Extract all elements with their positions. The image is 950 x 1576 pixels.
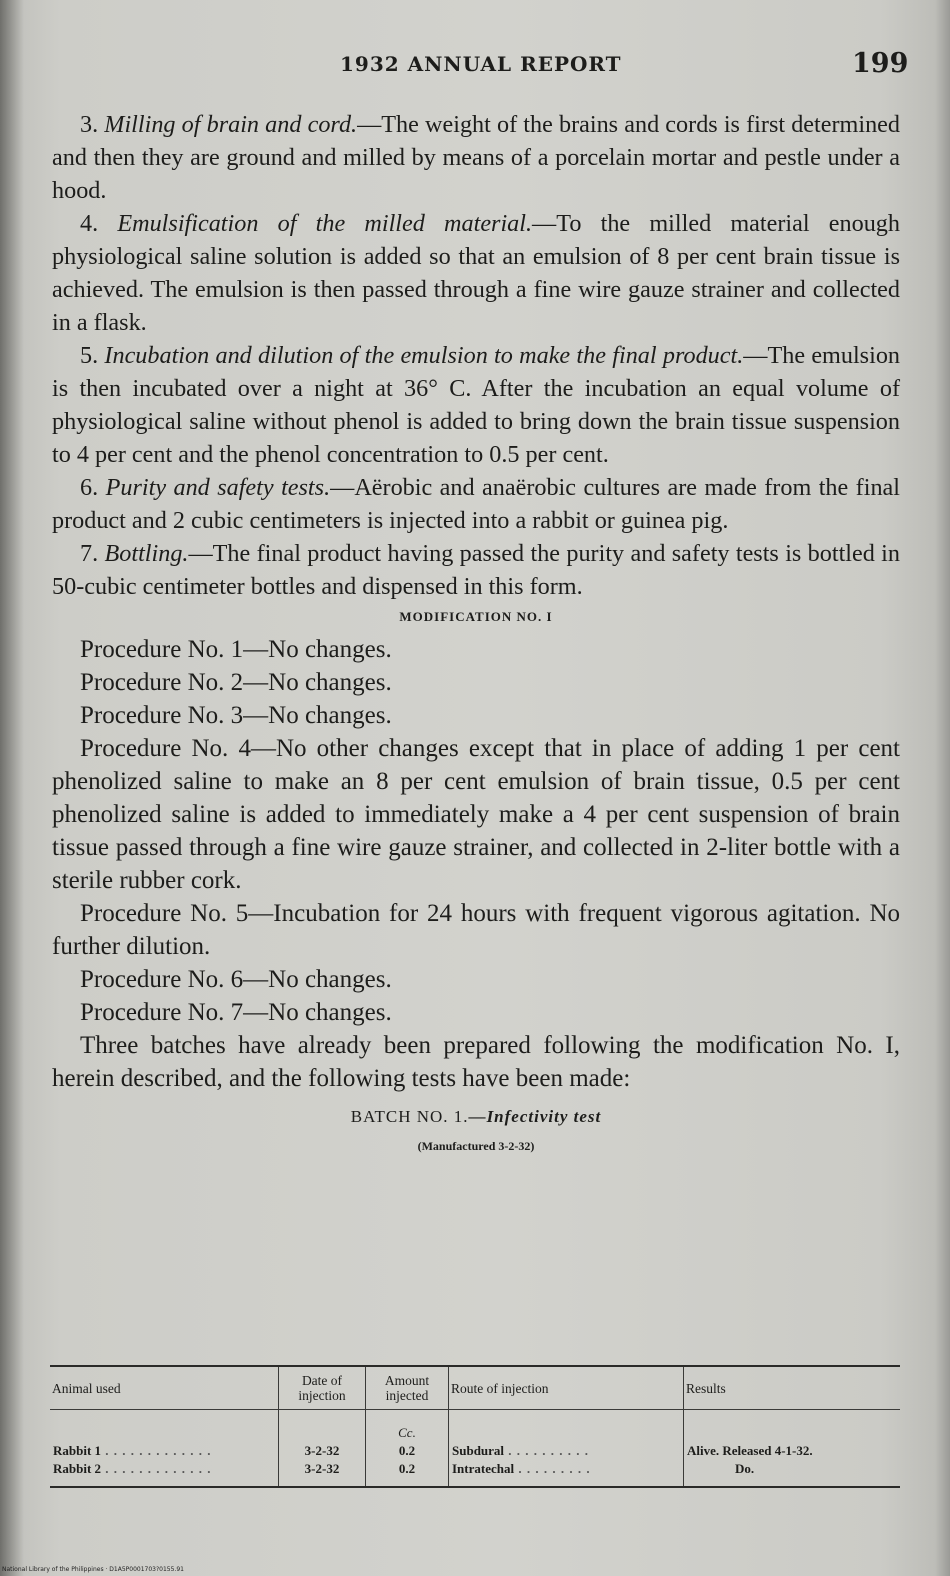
- leader-dots: . . . . . . . . . .: [504, 1443, 590, 1458]
- batch-title: [52, 1103, 900, 1131]
- procedure-item: Procedure No. 1—No changes.: [80, 636, 392, 663]
- batch-title-italic: —Infectivity test: [468, 1107, 602, 1126]
- paragraph-number: 3.: [80, 111, 99, 138]
- header-animal: Animal used: [50, 1366, 279, 1410]
- running-title: 1932 ANNUAL REPORT: [340, 52, 622, 76]
- paragraph-title: Incubation and dilution of the emulsion to make the final product.: [104, 342, 744, 369]
- leader-dots: . . . . . . . . . . . . .: [101, 1443, 212, 1458]
- cell-amount: 0.2: [366, 1442, 449, 1460]
- procedure-list: [52, 633, 900, 1095]
- paragraph-title: Milling of brain and cord.: [104, 111, 358, 138]
- cell-route: Intratechal: [452, 1461, 515, 1476]
- paragraph-emulsification: [52, 207, 900, 339]
- procedure-item: Procedure No. 2—No changes.: [80, 669, 392, 696]
- table-row: [50, 1460, 900, 1487]
- leader-dots: . . . . . . . . .: [514, 1461, 591, 1476]
- paragraph-number: 6.: [80, 474, 99, 501]
- unit-label: Cc.: [366, 1410, 449, 1443]
- infectivity-table: [50, 1365, 900, 1488]
- cell-animal: Rabbit 2: [53, 1461, 102, 1476]
- cell-route: Subdural: [452, 1443, 505, 1458]
- body-text: [52, 108, 900, 1155]
- paragraph-incubation: [52, 339, 900, 471]
- paragraph-number: 5.: [80, 342, 99, 369]
- paragraph-purity: [52, 471, 900, 537]
- page-header: [0, 48, 950, 88]
- header-route: Route of injection: [449, 1366, 684, 1410]
- procedure-item: Procedure No. 3—No changes.: [80, 702, 392, 729]
- header-results: Results: [684, 1366, 901, 1410]
- paragraph-title: Bottling.: [104, 540, 189, 567]
- paragraph-text: —The emulsion is then incubated over a night at 36° C. After the incubation an equal volume of physiological saline without phenol is added to bring down the brain tissue suspension to 4 per cent and the phenol concentration to 0.5 per cent.: [52, 342, 901, 468]
- cell-results: Do.: [735, 1461, 755, 1476]
- procedure-item: Procedure No. 7—No changes.: [80, 999, 392, 1026]
- procedure-item: Procedure No. 5—Incubation for 24 hours with frequent vigorous agitation. No further dilution.: [52, 900, 900, 960]
- header-amount: Amount injected: [366, 1366, 449, 1410]
- cell-date: 3-2-32: [279, 1442, 366, 1460]
- procedure-item: Procedure No. 4—No other changes except that in place of adding 1 per cent phenolized saline to make an 8 per cent emulsion of brain tissue, 0.5 per cent phenolized saline is added to immediately make a 4 per cent suspension of brain tissue passed through a fine wire gauze strainer, and collected in 2-liter bottle with a sterile rubber cork.: [52, 735, 900, 894]
- table-row: [50, 1442, 900, 1460]
- page-number: 199: [852, 48, 909, 79]
- leader-dots: . . . . . . . . . . . . .: [101, 1461, 212, 1476]
- paragraph-text: —Aërobic and anaërobic cultures are made from the final product and 2 cubic centimeters is injected into a rabbit or guinea pig.: [52, 474, 901, 534]
- paragraph-text: —The final product having passed the purity and safety tests is bottled in 50-cubic centimeter bottles and dispensed in this form.: [52, 540, 900, 600]
- paragraph-title: Emulsification of the milled material.: [117, 210, 533, 237]
- paragraph-text: —To the milled material enough physiological saline solution is added so that an emulsion of 8 per cent brain tissue is achieved. The emulsion is then passed through a fine wire gauze strainer and collected in a flask.: [52, 210, 900, 336]
- table-header-row: [50, 1366, 900, 1410]
- table-unit-row: [50, 1410, 900, 1443]
- batch-title-prefix: BATCH NO. 1.: [350, 1107, 469, 1126]
- paragraph-number: 7.: [80, 540, 99, 567]
- modification-heading: MODIFICATION NO. I: [399, 609, 553, 624]
- cell-results: Alive. Released 4-1-32.: [684, 1442, 901, 1460]
- header-date: Date of injection: [279, 1366, 366, 1410]
- cell-animal: Rabbit 1: [53, 1443, 102, 1458]
- paragraph-bottling: [52, 537, 900, 603]
- closing-paragraph: Three batches have already been prepared following the modification No. I, herein described, and the following tests have been made:: [52, 1032, 900, 1092]
- cell-amount: 0.2: [366, 1460, 449, 1487]
- batch-manufactured: (Manufactured 3-2-32): [417, 1139, 535, 1153]
- cell-date: 3-2-32: [279, 1460, 366, 1487]
- footer-credit: National Library of the Philippines · D1A5P0001703?0155.91: [2, 1566, 184, 1573]
- paragraph-milling: [52, 108, 900, 207]
- procedure-item: Procedure No. 6—No changes.: [80, 966, 392, 993]
- paragraph-title: Purity and safety tests.: [105, 474, 331, 501]
- paragraph-text: —The weight of the brains and cords is first determined and then they are ground and milled by means of a porcelain mortar and pestle under a hood.: [52, 111, 901, 204]
- paragraph-number: 4.: [80, 210, 99, 237]
- infectivity-table-wrap: [50, 1365, 900, 1488]
